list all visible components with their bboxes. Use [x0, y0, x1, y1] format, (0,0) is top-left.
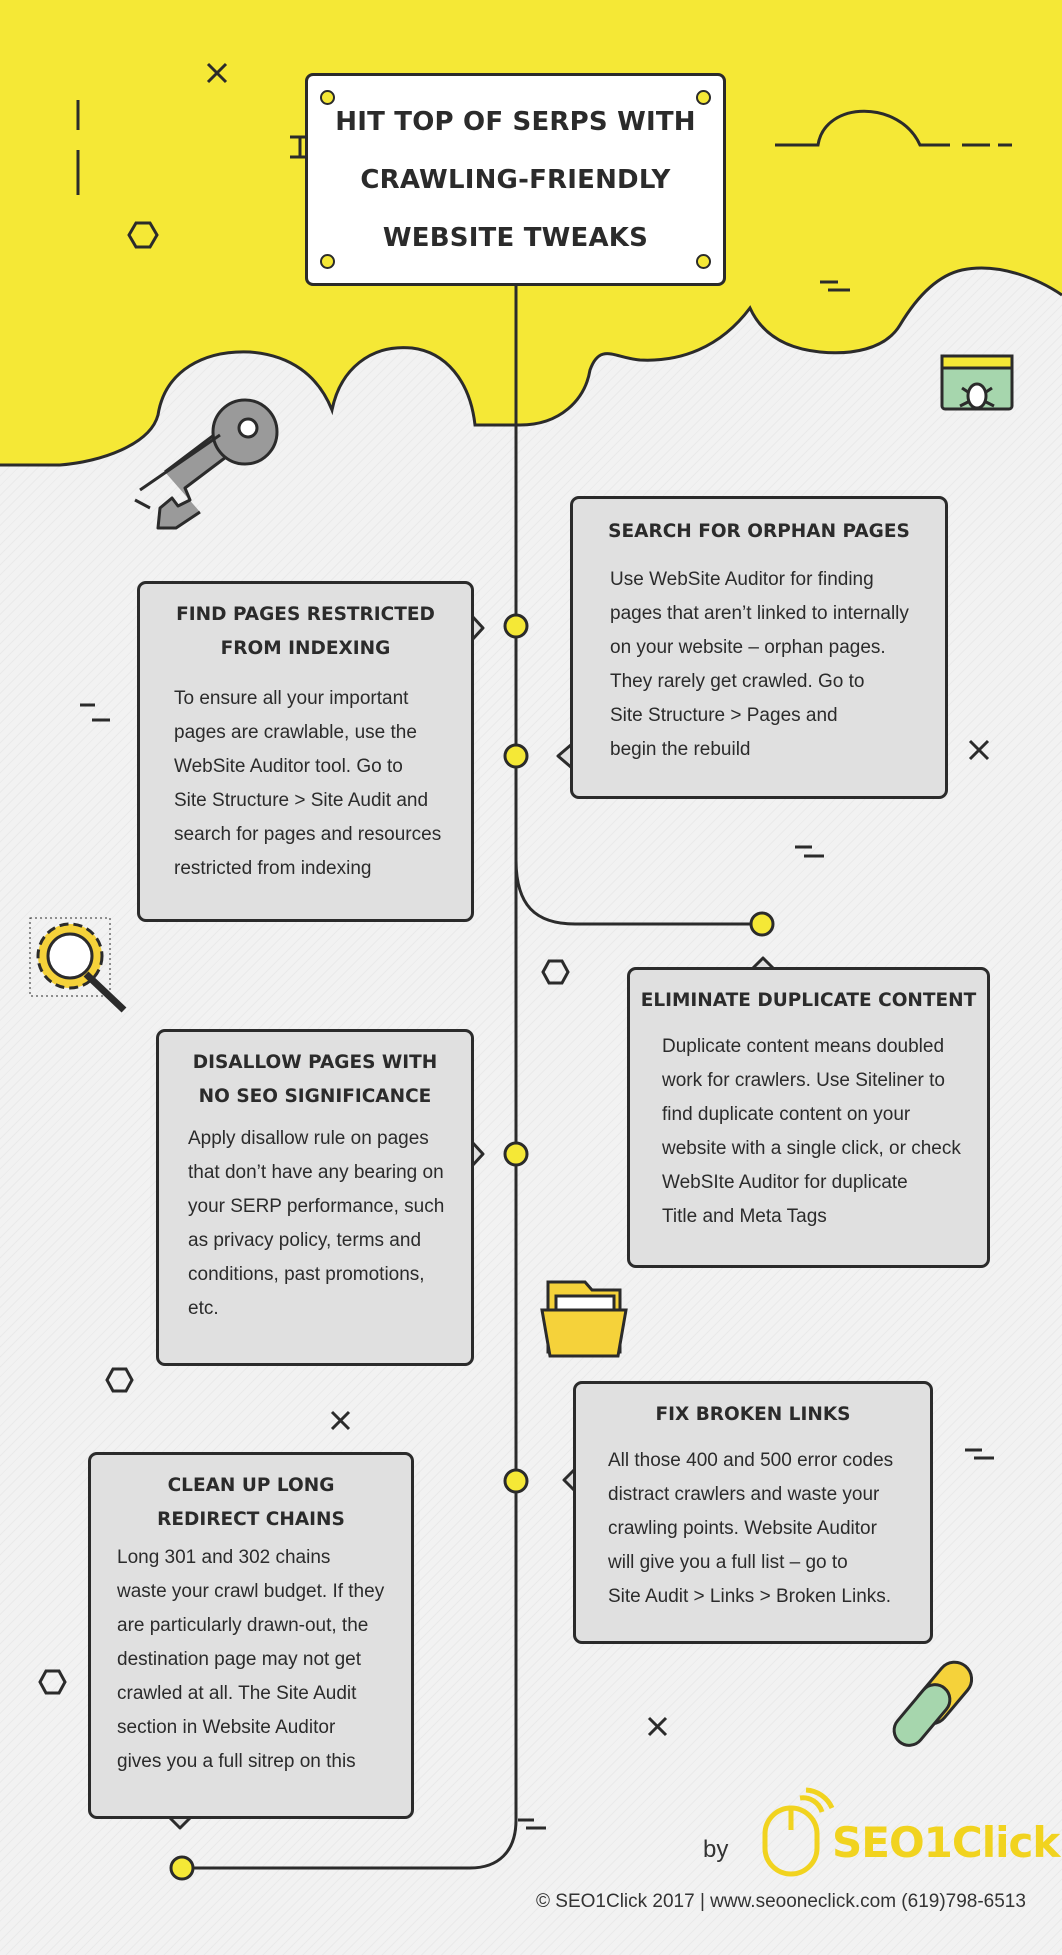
card-body-line: crawled at all. The Site Audit — [117, 1683, 357, 1704]
card-body-line: They rarely get crawled. Go to — [610, 671, 865, 692]
card-body-line: that don’t have any bearing on — [188, 1162, 444, 1183]
card-title-line: CLEAN UP LONG — [167, 1475, 335, 1496]
timeline-dot — [505, 745, 527, 767]
timeline-dot — [505, 1470, 527, 1492]
title-corner-dot — [320, 254, 335, 269]
by-label: by — [703, 1836, 729, 1863]
card-restricted-indexing — [137, 581, 474, 922]
card-body-line: begin the rebuild — [610, 739, 751, 760]
card-body-line: restricted from indexing — [174, 858, 372, 879]
card-body-line: will give you a full list – go to — [608, 1552, 848, 1573]
title-line: CRAWLING-FRIENDLY — [360, 164, 671, 195]
card-body-line: find duplicate content on your — [662, 1104, 911, 1125]
timeline-dot — [751, 913, 773, 935]
card-title-line: ELIMINATE DUPLICATE CONTENT — [640, 990, 977, 1011]
card-disallow-pages — [156, 1029, 474, 1366]
timeline-dot — [171, 1857, 193, 1879]
card-body — [576, 1432, 930, 1614]
folder-icon — [542, 1282, 626, 1356]
card-body-line: as privacy policy, terms and — [188, 1230, 422, 1251]
card-body — [140, 666, 471, 886]
card-body-line: are particularly drawn-out, the — [117, 1615, 369, 1636]
card-redirect-chains — [88, 1452, 414, 1819]
card-body-line: To ensure all your important — [174, 688, 409, 709]
card-body-line: Long 301 and 302 chains — [117, 1547, 331, 1568]
card-body-line: pages are crawlable, use the — [174, 722, 417, 743]
card-duplicate-content — [627, 967, 990, 1268]
title-card — [305, 73, 726, 286]
card-body-line: All those 400 and 500 error codes — [608, 1450, 894, 1471]
card-title — [630, 984, 987, 1018]
title-corner-dot — [320, 90, 335, 105]
card-body-line: etc. — [188, 1298, 219, 1319]
card-body-line: Use WebSite Auditor for finding — [610, 569, 874, 590]
card-body-line: conditions, past promotions, — [188, 1264, 425, 1285]
card-body — [573, 549, 945, 767]
title-line: HIT TOP OF SERPS WITH — [335, 106, 696, 137]
card-title-line: FROM INDEXING — [220, 638, 391, 659]
card-body-line: Duplicate content means doubled — [662, 1036, 945, 1057]
timeline-dot — [505, 1143, 527, 1165]
card-title — [576, 1398, 930, 1432]
card-body-line: WebSIte Auditor for duplicate — [662, 1172, 908, 1193]
card-title-line: REDIRECT CHAINS — [157, 1509, 345, 1530]
mouse-logo-icon — [765, 1790, 832, 1874]
card-title-line: FIX BROKEN LINKS — [655, 1404, 851, 1425]
card-title-line: SEARCH FOR ORPHAN PAGES — [608, 521, 910, 542]
card-orphan-pages — [570, 496, 948, 799]
title-line: WEBSITE TWEAKS — [382, 222, 649, 253]
title-corner-dot — [696, 254, 711, 269]
card-body-line: distract crawlers and waste your — [608, 1484, 880, 1505]
card-body-line: Apply disallow rule on pages — [188, 1128, 429, 1149]
card-broken-links — [573, 1381, 933, 1644]
footer-copyright: © SEO1Click 2017 | www.seooneclick.com (619)798-6513 — [536, 1891, 1026, 1912]
card-body-line: search for pages and resources — [174, 824, 442, 845]
card-body-line: your SERP performance, such — [188, 1196, 445, 1217]
card-body-line: gives you a full sitrep on this — [117, 1751, 356, 1772]
card-body-line: section in Website Auditor — [117, 1717, 336, 1738]
card-title — [159, 1046, 471, 1114]
card-body-line: Site Audit > Links > Broken Links. — [608, 1586, 892, 1607]
card-title-line: FIND PAGES RESTRICTED — [176, 604, 435, 625]
card-body-line: waste your crawl budget. If they — [117, 1581, 385, 1602]
gear-magnifier-icon — [30, 918, 124, 1010]
timeline-dot — [505, 615, 527, 637]
card-body-line: WebSite Auditor tool. Go to — [174, 756, 403, 777]
chain-link-icon — [888, 1655, 979, 1751]
card-body — [630, 1018, 987, 1234]
card-body-line: on your website – orphan pages. — [610, 637, 886, 658]
title-corner-dot — [696, 90, 711, 105]
card-body — [159, 1114, 471, 1326]
brand-logo-text: SEO1Click — [832, 1818, 1060, 1867]
card-title — [140, 598, 471, 666]
card-title-line: NO SEO SIGNIFICANCE — [198, 1086, 432, 1107]
card-body — [91, 1537, 411, 1779]
card-title — [91, 1469, 411, 1537]
card-body-line: website with a single click, or check — [662, 1138, 961, 1159]
card-body-line: work for crawlers. Use Siteliner to — [662, 1070, 945, 1091]
card-title — [573, 515, 945, 549]
card-body-line: Site Structure > Pages and — [610, 705, 838, 726]
browser-bug-icon — [942, 356, 1012, 409]
card-body-line: crawling points. Website Auditor — [608, 1518, 877, 1539]
card-body-line: Title and Meta Tags — [662, 1206, 827, 1227]
card-body-line: Site Structure > Site Audit and — [174, 790, 429, 811]
card-title-line: DISALLOW PAGES WITH — [192, 1052, 438, 1073]
card-body-line: pages that aren’t linked to internally — [610, 603, 909, 624]
card-body-line: destination page may not get — [117, 1649, 362, 1670]
